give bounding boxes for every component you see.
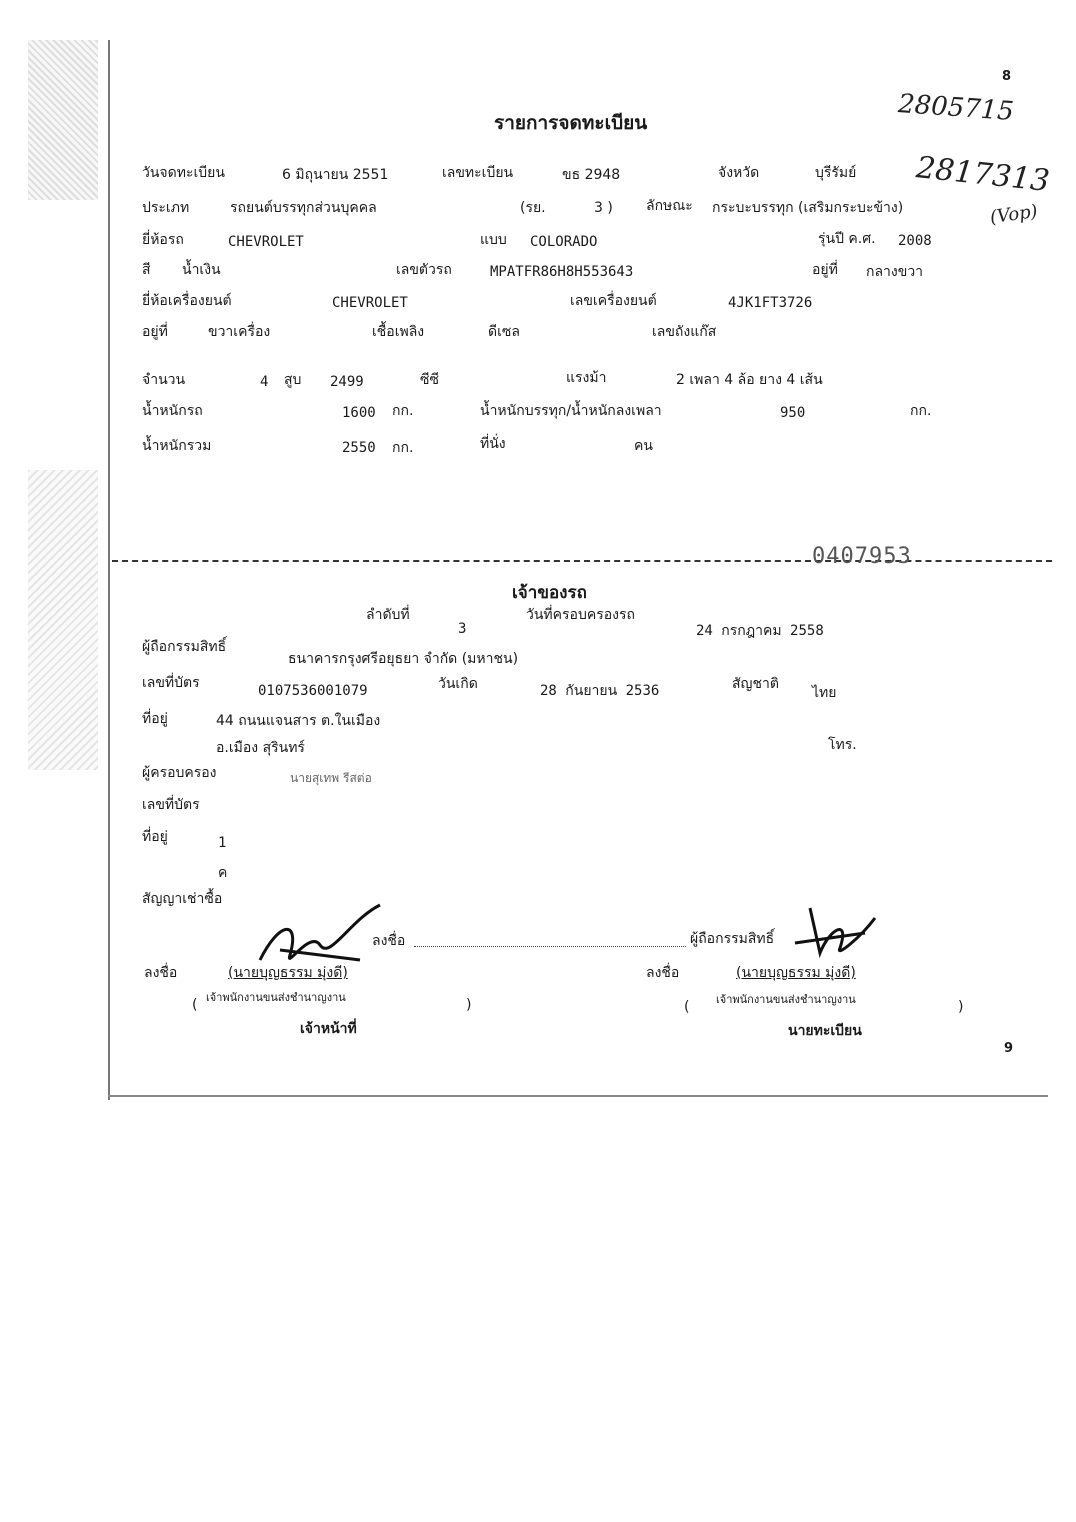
weight-value: 1600 (342, 405, 376, 421)
left-sign-label: ลงชื่อ (144, 965, 178, 981)
right-signer-position: เจ้าพนักงานขนส่งชำนาญงาน (716, 993, 856, 1006)
year-label: รุ่นปี ค.ศ. (818, 231, 876, 247)
right-sign-label: ลงชื่อ (646, 965, 680, 981)
model-label: แบบ (480, 232, 507, 248)
holder-value: ธนาคารกรุงศรีอยุธยา จำกัด (มหาชน) (288, 651, 519, 667)
holder-label: ผู้ถือกรรมสิทธิ์ (142, 639, 227, 655)
make-label: ยี่ห้อรถ (142, 232, 184, 248)
engine-location-value: ขวาเครื่อง (208, 324, 271, 340)
gas-tank-label: เลขถังแก๊ส (652, 324, 717, 340)
plate-value: ขธ 2948 (562, 167, 621, 183)
type-label: ประเภท (142, 200, 190, 216)
scan-noise-left-mid (28, 470, 98, 770)
cc-value: 2499 (330, 374, 364, 390)
engine-make-value: CHEVROLET (332, 295, 408, 311)
id-label: เลขที่บัตร (142, 675, 200, 691)
engine-no-label: เลขเครื่องยนต์ (570, 293, 657, 309)
possessor-value: นายสุเทพ รีสต่อ (290, 771, 372, 785)
engine-location-label: อยู่ที่ (142, 324, 168, 340)
dob-value: 28 กันยายน 2536 (540, 683, 660, 699)
left-signer-name: (นายบุญธรรม มุ่งดี) (228, 965, 348, 981)
possessor-label: ผู้ครอบครอง (142, 765, 217, 781)
make-value: CHEVROLET (228, 234, 304, 250)
right-close-paren: ) (958, 999, 964, 1015)
color-label: สี (142, 262, 151, 278)
cc-unit: ซีซี (420, 372, 440, 388)
bottom-frame-line (108, 1095, 1048, 1097)
load-unit: กก. (910, 403, 932, 419)
left-open-paren: ( (192, 997, 198, 1013)
holder-sign-label: ลงชื่อ (372, 933, 406, 949)
id-value: 0107536001079 (258, 683, 368, 699)
plate-label: เลขทะเบียน (442, 165, 514, 181)
province-label: จังหวัด (718, 165, 760, 181)
color-value: น้ำเงิน (182, 262, 221, 278)
chassis-location-label: อยู่ที่ (812, 262, 838, 278)
possessor-address-b: ค (218, 865, 228, 881)
left-close-paren: ) (466, 997, 472, 1013)
address-label: ที่อยู่ (142, 711, 168, 727)
dob-label: วันเกิด (438, 676, 478, 692)
axles-wheels-value: 2 เพลา 4 ล้อ ยาง 4 เส้น (676, 372, 823, 388)
address-line-1: 44 ถนนแจนสาร ต.ในเมือง (216, 713, 381, 729)
rs-value: 3 ) (594, 200, 613, 216)
engine-make-label: ยี่ห้อเครื่องยนต์ (142, 293, 232, 309)
stamp-number: 0407953 (812, 544, 912, 569)
chassis-location-value: กลางขวา (866, 264, 924, 280)
seq-label: ลำดับที่ (366, 607, 410, 623)
province-value: บุรีรัมย์ (815, 165, 857, 181)
nationality-label: สัญชาติ (732, 676, 779, 692)
chassis-value: MPATFR86H8H553643 (490, 264, 634, 280)
weight-label: น้ำหนักรถ (142, 403, 203, 419)
scan-noise-top-left (28, 40, 98, 200)
load-label: น้ำหนักบรรทุก/น้ำหนักลงเพลา (480, 403, 662, 419)
right-signer-name: (นายบุญธรรม มุ่งดี) (736, 965, 856, 981)
hp-label: แรงม้า (566, 370, 607, 386)
left-signer-position: เจ้าพนักงานขนส่งชำนาญงาน (206, 991, 346, 1004)
holder-sign-title: ผู้ถือกรรมสิทธิ์ (690, 931, 775, 947)
seats-unit: คน (634, 438, 653, 454)
handwritten-number-top: 2805715 (897, 88, 1015, 128)
model-value: COLORADO (530, 234, 598, 250)
fuel-label: เชื้อเพลิง (372, 324, 425, 340)
reg-date-label: วันจดทะเบียน (142, 165, 225, 181)
seq-value: 3 (458, 621, 467, 637)
rs-label: (รย. (520, 200, 546, 216)
type-value: รถยนต์บรรทุกส่วนบุคคล (230, 200, 377, 216)
handwritten-number-right: 2817313 (914, 150, 1052, 199)
cylinders-value: 4 (260, 374, 269, 390)
load-value: 950 (780, 405, 806, 421)
seats-label: ที่นั่ง (480, 436, 506, 452)
left-signer-title: เจ้าหน้าที่ (300, 1021, 357, 1037)
signature-right (790, 898, 880, 968)
owner-title: เจ้าของรถ (512, 583, 587, 603)
year-value: 2008 (898, 233, 932, 249)
signature-left-stroke (260, 905, 380, 960)
body-label: ลักษณะ (646, 198, 693, 214)
address-line-2: อ.เมือง สุรินทร์ (216, 740, 305, 756)
gross-unit: กก. (392, 440, 414, 456)
fuel-value: ดีเซล (488, 324, 520, 340)
possessor-address-label: ที่อยู่ (142, 829, 168, 845)
page-number-top: 8 (1002, 69, 1012, 84)
possessor-address-a: 1 (218, 835, 227, 851)
left-frame-line (108, 40, 110, 1100)
possess-date-label: วันที่ครอบครองรถ (526, 607, 635, 623)
possessor-id-label: เลขที่บัตร (142, 797, 200, 813)
count-label: จำนวน (142, 372, 186, 388)
right-signer-title: นายทะเบียน (788, 1023, 862, 1039)
handwritten-note-right: (Vop) (988, 200, 1039, 229)
cylinders-unit: สูบ (284, 372, 302, 388)
chassis-label: เลขตัวรถ (396, 262, 452, 278)
tel-label: โทร. (828, 737, 857, 753)
lease-label: สัญญาเช่าซื้อ (142, 891, 223, 907)
gross-value: 2550 (342, 440, 376, 456)
engine-no-value: 4JK1FT3726 (728, 295, 813, 311)
gross-label: น้ำหนักรวม (142, 438, 212, 454)
registration-title: รายการจดทะเบียน (494, 112, 648, 134)
reg-date-value: 6 มิถุนายน 2551 (282, 167, 389, 183)
holder-sign-line (414, 946, 686, 947)
weight-unit: กก. (392, 403, 414, 419)
body-value: กระบะบรรทุก (เสริมกระบะข้าง) (712, 200, 904, 216)
possess-date-value: 24 กรกฎาคม 2558 (696, 623, 824, 639)
nationality-value: ไทย (812, 685, 837, 701)
signature-right-stroke (795, 908, 875, 953)
page-number-bottom: 9 (1004, 1041, 1014, 1056)
right-open-paren: ( (684, 999, 690, 1015)
